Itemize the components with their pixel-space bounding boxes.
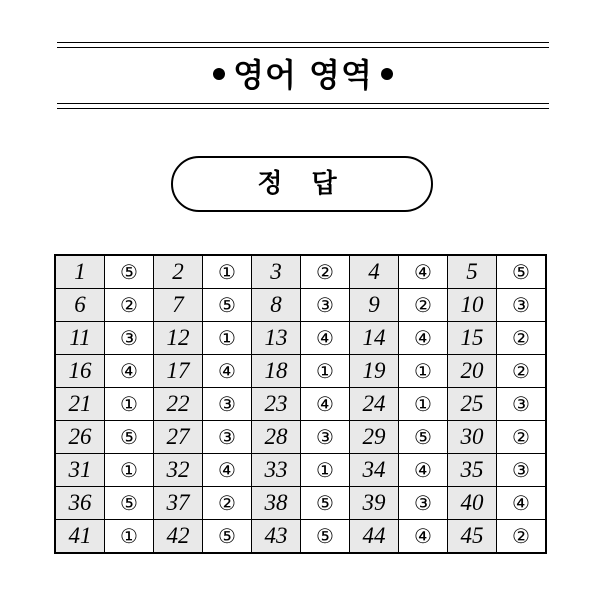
answer-row (55, 520, 546, 554)
question-number: 8 (252, 289, 301, 322)
answer-choice: ② (497, 355, 547, 388)
question-number: 45 (448, 520, 497, 554)
answer-choice: ① (203, 322, 252, 355)
answer-choice: ① (203, 255, 252, 289)
question-number: 6 (55, 289, 105, 322)
answer-row (55, 289, 546, 322)
question-number: 11 (55, 322, 105, 355)
question-number: 2 (154, 255, 203, 289)
answer-choice: ③ (301, 421, 350, 454)
question-number: 44 (350, 520, 399, 554)
question-number: 1 (55, 255, 105, 289)
question-number: 3 (252, 255, 301, 289)
answer-choice: ④ (399, 322, 448, 355)
question-number: 30 (448, 421, 497, 454)
question-number: 34 (350, 454, 399, 487)
question-number: 37 (154, 487, 203, 520)
answer-choice: ② (497, 322, 547, 355)
answer-choice: ③ (203, 388, 252, 421)
question-number: 19 (350, 355, 399, 388)
answer-row (55, 255, 546, 289)
title-top-rule (57, 42, 549, 43)
answer-row (55, 388, 546, 421)
section-title-block (57, 42, 549, 110)
question-number: 26 (55, 421, 105, 454)
question-number: 25 (448, 388, 497, 421)
answer-choice: ⑤ (399, 421, 448, 454)
answer-choice: ③ (203, 421, 252, 454)
question-number: 33 (252, 454, 301, 487)
answer-choice: ④ (203, 454, 252, 487)
question-number: 14 (350, 322, 399, 355)
question-number: 24 (350, 388, 399, 421)
question-number: 17 (154, 355, 203, 388)
question-number: 40 (448, 487, 497, 520)
question-number: 21 (55, 388, 105, 421)
answer-row (55, 487, 546, 520)
question-number: 5 (448, 255, 497, 289)
bullet-icon (213, 68, 225, 80)
answer-choice: ④ (301, 322, 350, 355)
answer-choice: ④ (497, 487, 547, 520)
question-number: 4 (350, 255, 399, 289)
title-bottom-rule-inner (57, 103, 549, 104)
answer-choice: ④ (399, 520, 448, 554)
answer-choice: ① (105, 388, 154, 421)
answer-row (55, 454, 546, 487)
answer-choice: ⑤ (203, 289, 252, 322)
answer-choice: ① (301, 355, 350, 388)
answer-choice: ② (497, 520, 547, 554)
question-number: 32 (154, 454, 203, 487)
question-number: 36 (55, 487, 105, 520)
answer-choice: ⑤ (105, 487, 154, 520)
question-number: 41 (55, 520, 105, 554)
answer-choice: ④ (105, 355, 154, 388)
answer-row (55, 421, 546, 454)
answer-choice: ③ (497, 454, 547, 487)
question-number: 9 (350, 289, 399, 322)
section-title (57, 48, 549, 103)
answer-choice: ④ (203, 355, 252, 388)
answer-row (55, 355, 546, 388)
question-number: 28 (252, 421, 301, 454)
question-number: 13 (252, 322, 301, 355)
answer-choice: ⑤ (105, 255, 154, 289)
question-number: 16 (55, 355, 105, 388)
answer-choice: ① (105, 454, 154, 487)
answer-choice: ⑤ (301, 487, 350, 520)
question-number: 12 (154, 322, 203, 355)
question-number: 23 (252, 388, 301, 421)
question-number: 18 (252, 355, 301, 388)
answer-choice: ① (301, 454, 350, 487)
answer-choice: ⑤ (105, 421, 154, 454)
answer-choice: ② (105, 289, 154, 322)
title-bottom-rule (57, 108, 549, 109)
answer-choice: ⑤ (203, 520, 252, 554)
answer-choice: ② (203, 487, 252, 520)
answer-choice: ② (301, 255, 350, 289)
question-number: 15 (448, 322, 497, 355)
answer-key-table (54, 254, 547, 554)
bullet-icon (381, 68, 393, 80)
question-number: 20 (448, 355, 497, 388)
answer-choice: ⑤ (497, 255, 547, 289)
question-number: 31 (55, 454, 105, 487)
answer-choice: ① (399, 355, 448, 388)
question-number: 38 (252, 487, 301, 520)
question-number: 27 (154, 421, 203, 454)
question-number: 22 (154, 388, 203, 421)
answer-choice: ④ (399, 454, 448, 487)
question-number: 42 (154, 520, 203, 554)
answer-choice: ② (399, 289, 448, 322)
answer-choice: ① (399, 388, 448, 421)
answer-choice: ③ (105, 322, 154, 355)
question-number: 7 (154, 289, 203, 322)
answer-label-pill: 정 답 (171, 156, 433, 212)
answer-choice: ① (105, 520, 154, 554)
question-number: 10 (448, 289, 497, 322)
answer-choice: ③ (301, 289, 350, 322)
question-number: 35 (448, 454, 497, 487)
question-number: 29 (350, 421, 399, 454)
answer-choice: ⑤ (301, 520, 350, 554)
answer-choice: ③ (497, 289, 547, 322)
answer-choice: ④ (301, 388, 350, 421)
section-title-text: 영어 영역 (233, 56, 373, 94)
question-number: 43 (252, 520, 301, 554)
answer-choice: ② (497, 421, 547, 454)
answer-row (55, 322, 546, 355)
answer-choice: ④ (399, 255, 448, 289)
answer-choice: ③ (497, 388, 547, 421)
answer-choice: ③ (399, 487, 448, 520)
question-number: 39 (350, 487, 399, 520)
answer-key-body (55, 255, 546, 553)
